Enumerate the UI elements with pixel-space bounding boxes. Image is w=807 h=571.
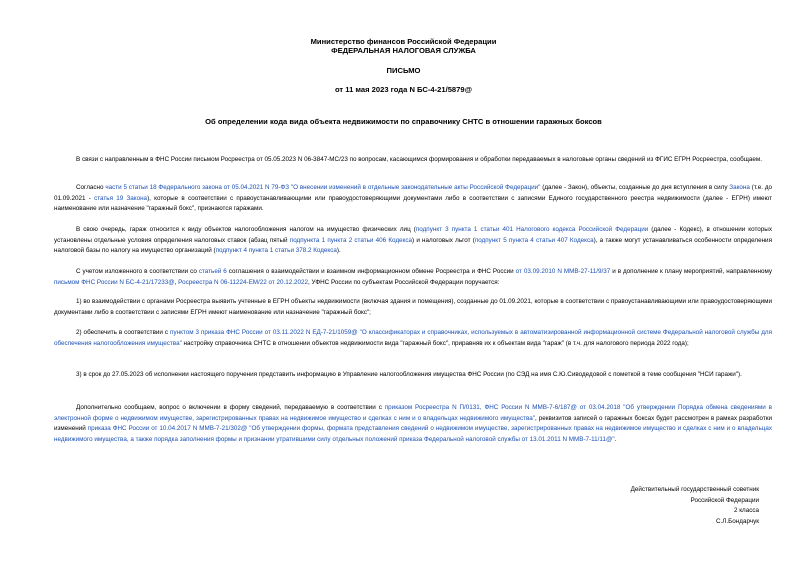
link-fns-letter[interactable]: письмом ФНС России N БС-4-21/17233@ — [54, 278, 175, 286]
paragraph-6-text: 2) обеспечить в соответствии с — [76, 329, 171, 336]
link-law[interactable]: Закона — [729, 184, 750, 191]
paragraph-4 — [54, 267, 772, 288]
paragraph-6-text: настройку справочника СНТС в отношении объектов недвижимости вида "гаражный бокс", приравняв их к объектам вида "гараж" (в т.ч. для налогового периода 2022 года); — [181, 339, 689, 347]
signature-title-line-1: Действительный государственный советник — [630, 486, 759, 493]
link-rosreestr-order-0131[interactable]: приказом Росреестра N П/0131, ФНС России N ММВ-7-6/187@ от 03.04.2018 "Об утверждении Порядка обмена сведениями в электронной форме о недвижимом имуществе, зарегистрированных правах на недвижимое имущество и сделках с ним и о владельцах недвижимого имущества" — [54, 404, 772, 422]
doc-subject: Об определении кода вида объекта недвижимости по справочнику СНТС в отношении гаражных боксов — [205, 117, 602, 126]
paragraph-4-text: и в дополнение к плану мероприятий, направленному — [610, 268, 773, 275]
paragraph-3-text: ), а также могут устанавливаться особенности определения налоговой базы по налогу на имущество организаций ( — [54, 236, 772, 255]
link-article-406[interactable]: подпункта 1 пункта 2 статьи 406 Кодекса — [289, 236, 413, 244]
paragraph-8-text: Дополнительно сообщаем, вопрос о включении в форму сведений, передаваемую в соответствии с — [76, 404, 385, 411]
paragraph-5: 1) во взаимодействии с органами Росреестра выявить учтенные в ЕГРН объекты недвижимости (включая здания и помещения), созданные до 01.09.2021, которые в соответствии с правоустанавливающими или правоудостоверяющими документами либо в соответствии с записями ЕГРН имеют наименование или назначение "гаражный бокс"; — [54, 298, 772, 316]
link-fns-order-1059[interactable]: пунктом 3 приказа ФНС России от 03.11.2022 N ЕД-7-21/1059@ "О классификаторах и справочниках, используемых в автоматизированной информационной системе Федеральной налоговой службы для обеспечения налогообложения имущества" — [54, 329, 772, 347]
link-agreement[interactable]: от 03.09.2010 N ММВ-27-11/9/37 — [515, 268, 611, 275]
link-rosreestr-letter[interactable]: Росреестра N 06-11224-ЕМ/22 от 20.12.2022 — [178, 278, 309, 286]
signatory-name: С.Л.Бондарчук — [715, 517, 759, 525]
paragraph-2 — [54, 183, 772, 215]
service-name: ФЕДЕРАЛЬНАЯ НАЛОГОВАЯ СЛУЖБА — [331, 46, 476, 55]
paragraph-8 — [54, 403, 772, 445]
link-article-19[interactable]: статья 19 Закона — [94, 194, 148, 202]
paragraph-1: В связи с направленным в ФНС России письмом Росреестра от 05.05.2023 N 06-3847-МС/23 по вопросам, касающимся формирования и обработки передаваемых в налоговые органы сведений из ФГИС ЕГРН Росреестра, сообщаем. — [76, 156, 762, 163]
paragraph-3-text: В свою очередь, гараж относится к виду объектов налогообложения налогом на имущество физических лиц ( — [76, 226, 416, 233]
signature-title-line-2: Российской Федерации — [690, 496, 759, 504]
doc-date-number: от 11 мая 2023 года N БС-4-21/5879@ — [334, 85, 473, 94]
paragraph-8-text: , реквизитов записей о гаражных боксах будет рассмотрен в рамках разработки изменений — [54, 414, 772, 433]
signature-block — [631, 485, 759, 527]
paragraph-4-text: , — [174, 278, 179, 286]
link-article-378-2[interactable]: подпункт 4 пункта 1 статьи 378.2 Кодекса — [215, 247, 337, 255]
link-fns-order-302[interactable]: приказа ФНС России от 10.04.2017 N ММВ-7-21/302@ "Об утверждении формы, формата представления сведений о недвижимом имуществе, зарегистрированных правах на недвижимое имущество и сделках с ним и о владельцах недвижимого имущества, а также порядка заполнения формы и признании утратившими силу отдельных положений приказа Федеральной налоговой службы от 13.01.2011 N ММВ-7-11/11@" — [54, 425, 772, 443]
paragraph-4-text: , УФНС России по субъектам Российской Федерации поручается: — [308, 278, 500, 286]
link-article-401[interactable]: подпункт 3 пункта 1 статьи 401 Налогового кодекса Российской Федерации — [415, 226, 649, 233]
paragraph-2-text: (т.е. до 01.09.2021 - — [54, 184, 773, 202]
ministry-name: Министерство финансов Российской Федерации — [310, 37, 497, 46]
paragraph-7: 3) в срок до 27.05.2023 об исполнении настоящего поручения представить информацию в Управление налогообложения имущества ФНС России (по СЭД на имя С.Ю.Сиводедовой с пометкой в теме сообщения "НСИ гаражи"). — [76, 371, 742, 378]
paragraph-8-text: . — [614, 435, 617, 443]
paragraph-4-text: соглашения о взаимодействии и взаимном информационном обмене Росреестра и ФНС России — [226, 268, 516, 275]
link-article-6[interactable]: статьей 6 — [198, 268, 227, 275]
link-law-79fz[interactable]: части 5 статьи 18 Федерального закона от 05.04.2021 N 79-ФЗ "О внесении изменений в отдельные законодательные акты Российской Федерации" — [105, 184, 541, 191]
paragraph-2-text: Согласно — [76, 184, 106, 191]
paragraph-3 — [54, 225, 772, 257]
paragraph-2-text: ), которые в соответствии с правоустанавливающими или правоудостоверяющими документами либо в соответствии с записями Единого государственного реестра недвижимости (далее - ЕГРН) имеют наименование или назначение "гаражный бокс", признаются гаражами. — [54, 194, 772, 213]
paragraph-6 — [54, 328, 772, 349]
paragraph-3-text: (далее - Кодекс), в отношении которых установлены отдельные условия определения налоговых ставок (абзац пятый — [54, 226, 772, 244]
paragraph-3-text: ) и налоговых льгот ( — [412, 236, 475, 244]
link-article-407[interactable]: подпункт 5 пункта 4 статьи 407 Кодекса — [474, 236, 594, 244]
paragraph-2-text: (далее - Закон), объекты, созданные до дня вступления в силу — [540, 184, 730, 191]
paragraph-3-text: ). — [336, 247, 341, 255]
signature-title-line-3: 2 класса — [733, 507, 759, 514]
paragraph-4-text: С учетом изложенного в соответствии со — [76, 268, 199, 275]
doc-type: ПИСЬМО — [386, 66, 421, 75]
